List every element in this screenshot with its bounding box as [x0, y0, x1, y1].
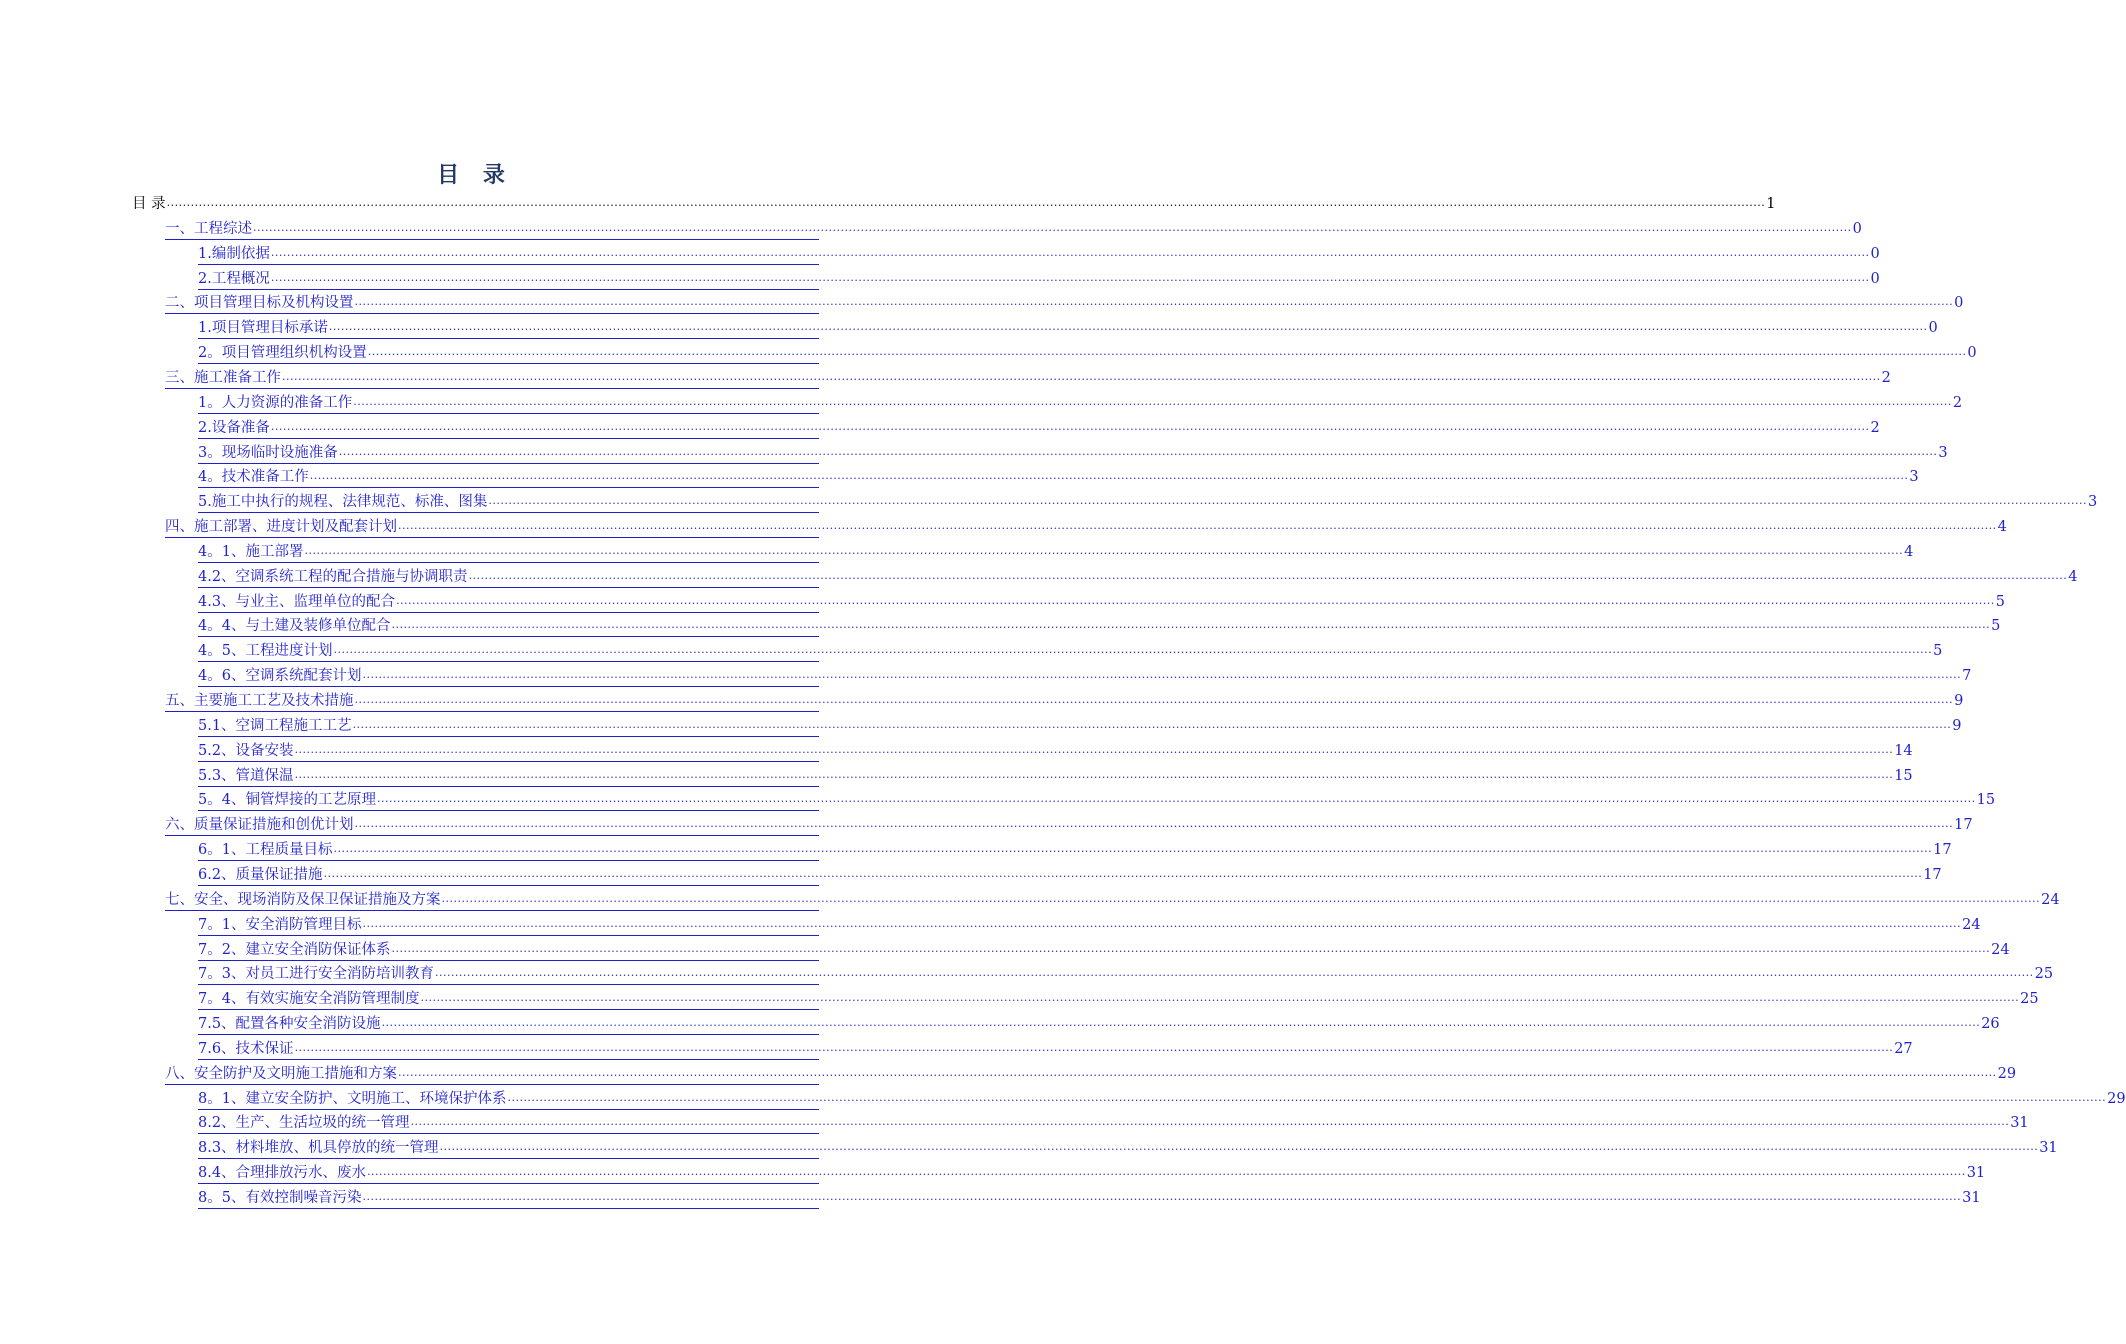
toc-entry-label: 8。5、有效控制噪音污染	[198, 1190, 362, 1206]
toc-entry-label: 7。3、对员工进行安全消防培训教育	[198, 966, 434, 983]
toc-entry-page: 5	[1933, 643, 1943, 660]
toc-dot-leader: ................................................................................................................................................................................................................................................................................................................................................................................................................	[441, 891, 2041, 905]
toc-dot-leader: ................................................................................................................................................................................................................................................................................................................................................................................................................	[434, 966, 2034, 980]
toc-entry-page: 3	[2087, 494, 2098, 511]
toc-entry[interactable]	[165, 217, 1862, 240]
toc-entry-page: 2	[1952, 394, 1963, 411]
toc-entry-label: 二、项目管理目标及机构设置	[165, 295, 354, 312]
toc-entry-label: 4。5、工程进度计划	[198, 643, 333, 660]
toc-entry-label: 6。1、工程质量目标	[198, 842, 333, 859]
toc-dot-leader: ................................................................................................................................................................................................................................................................................................................................................................................................................	[354, 693, 1954, 706]
toc-dot-leader: ................................................................................................................................................................................................................................................................................................................................................................................................................	[294, 742, 1894, 756]
toc-entry-label: 4。6、空调系统配套计划	[198, 668, 362, 685]
toc-entry-label: 六、质量保证措施和创优计划	[165, 817, 354, 834]
toc-entry-page: 7	[1962, 668, 1972, 685]
toc-dot-leader: ................................................................................................................................................................................................................................................................................................................................................................................................................	[166, 196, 1766, 209]
toc-entry-label: 6.2、质量保证措施	[198, 866, 323, 883]
toc-entry-page: 0	[1852, 220, 1862, 237]
toc-entry[interactable]	[198, 764, 1913, 787]
toc-entry[interactable]	[198, 913, 1981, 936]
toc-entry-page: 9	[1954, 693, 1964, 709]
toc-entry-label: 5.1、空调工程施工工艺	[198, 717, 352, 734]
toc-entry-page: 31	[1962, 1190, 1981, 1206]
toc-entry-label: 八、安全防护及文明施工措施和方案	[165, 1065, 397, 1082]
toc-entry[interactable]	[198, 664, 1972, 687]
toc-entry-page: 31	[1966, 1165, 1986, 1182]
toc-entry[interactable]	[198, 1037, 1913, 1060]
toc-dot-leader: ................................................................................................................................................................................................................................................................................................................................................................................................................	[294, 767, 1894, 781]
toc-entry-page: 5	[1995, 593, 2005, 610]
toc-dot-leader: ................................................................................................................................................................................................................................................................................................................................................................................................................	[328, 320, 1928, 334]
toc-dot-leader: ................................................................................................................................................................................................................................................................................................................................................................................................................	[507, 1090, 2107, 1104]
toc-entry-page: 24	[1991, 941, 2010, 958]
toc-entry-page: 5	[1991, 618, 2001, 635]
toc-dot-leader: ................................................................................................................................................................................................................................................................................................................................................................................................................	[338, 444, 1938, 458]
toc-entry-page: 2	[1881, 369, 1891, 386]
toc-entry[interactable]	[198, 565, 2078, 588]
toc-entry[interactable]	[165, 366, 1891, 389]
toc-dot-leader: ................................................................................................................................................................................................................................................................................................................................................................................................................	[410, 1115, 2010, 1129]
toc-entry-label: 8.2、生产、生活垃圾的统一管理	[198, 1115, 410, 1132]
toc-entry-label: 4。1、施工部署	[198, 543, 304, 560]
toc-entry-page: 29	[1997, 1065, 2017, 1082]
toc-dot-leader: ................................................................................................................................................................................................................................................................................................................................................................................................................	[381, 1016, 1981, 1030]
toc-dot-leader: ................................................................................................................................................................................................................................................................................................................................................................................................................	[396, 593, 1995, 607]
toc-entry-page: 0	[1967, 345, 1977, 362]
toc-entry	[132, 192, 1776, 214]
toc-dot-leader: ................................................................................................................................................................................................................................................................................................................................................................................................................	[420, 991, 2020, 1005]
toc-entry[interactable]	[198, 590, 2005, 613]
toc-entry-page: 17	[1923, 866, 1942, 883]
toc-entry-page: 24	[1962, 916, 1981, 933]
toc-entry[interactable]	[198, 639, 1943, 662]
toc-entry[interactable]	[165, 689, 1964, 712]
toc-entry-page: 25	[2034, 966, 2054, 983]
toc-dot-leader: ................................................................................................................................................................................................................................................................................................................................................................................................................	[391, 941, 1991, 955]
toc-dot-leader: ................................................................................................................................................................................................................................................................................................................................................................................................................	[353, 394, 1952, 408]
toc-entry-label: 四、施工部署、进度计划及配套计划	[165, 519, 397, 536]
toc-entry[interactable]	[198, 838, 1952, 861]
toc-dot-leader: ................................................................................................................................................................................................................................................................................................................................................................................................................	[362, 1190, 1962, 1203]
toc-entry-page: 3	[1938, 444, 1948, 461]
toc-entry-label: 5.施工中执行的规程、法律规范、标准、图集	[198, 494, 488, 511]
toc-entry-page: 4	[2068, 568, 2078, 585]
toc-dot-leader: ................................................................................................................................................................................................................................................................................................................................................................................................................	[468, 568, 2068, 582]
toc-entry[interactable]	[198, 1111, 2029, 1134]
toc-entry-page: 0	[1870, 270, 1880, 287]
toc-entry[interactable]	[198, 316, 1938, 339]
toc-entry[interactable]	[198, 1087, 2126, 1110]
toc-entry[interactable]	[198, 441, 1948, 464]
toc-dot-leader: ................................................................................................................................................................................................................................................................................................................................................................................................................	[354, 295, 1954, 309]
toc-entry-label: 2.设备准备	[198, 419, 270, 436]
toc-entry[interactable]	[198, 863, 1942, 886]
toc-dot-leader: ................................................................................................................................................................................................................................................................................................................................................................................................................	[362, 916, 1962, 930]
toc-entry-label: 5.2、设备安装	[198, 742, 294, 759]
toc-entry[interactable]	[198, 416, 1880, 439]
toc-entry-page: 15	[1976, 792, 1996, 809]
toc-dot-leader: ................................................................................................................................................................................................................................................................................................................................................................................................................	[362, 668, 1962, 682]
toc-entry-label: 7。4、有效实施安全消防管理制度	[198, 991, 420, 1008]
toc-entry-page: 2	[1870, 419, 1880, 436]
toc-entry-label: 1。人力资源的准备工作	[198, 394, 353, 411]
toc-entry-label: 三、施工准备工作	[165, 369, 281, 386]
toc-dot-leader: ................................................................................................................................................................................................................................................................................................................................................................................................................	[354, 817, 1954, 831]
toc-entry[interactable]	[198, 714, 1962, 737]
toc-entry-label: 目 录	[132, 196, 166, 212]
toc-entry-page: 0	[1928, 320, 1938, 337]
toc-entry-label: 一、工程综述	[165, 220, 252, 237]
toc-dot-leader: ................................................................................................................................................................................................................................................................................................................................................................................................................	[391, 618, 1991, 632]
toc-entry-label: 7.6、技术保证	[198, 1040, 294, 1057]
toc-entry-label: 4.3、与业主、监理单位的配合	[198, 593, 396, 610]
toc-entry-label: 2。项目管理组织机构设置	[198, 345, 367, 362]
toc-dot-leader: ................................................................................................................................................................................................................................................................................................................................................................................................................	[488, 494, 2087, 508]
toc-entry[interactable]	[198, 938, 2010, 961]
toc-dot-leader: ................................................................................................................................................................................................................................................................................................................................................................................................................	[398, 519, 1997, 533]
toc-entry-label: 七、安全、现场消防及保卫保证措施及方案	[165, 891, 441, 908]
toc-entry-label: 4。4、与土建及装修单位配合	[198, 618, 391, 635]
toc-dot-leader: ................................................................................................................................................................................................................................................................................................................................................................................................................	[294, 1040, 1894, 1054]
toc-entry[interactable]	[198, 490, 2098, 513]
toc-dot-leader: ................................................................................................................................................................................................................................................................................................................................................................................................................	[398, 1065, 1997, 1079]
toc-entry-label: 五、主要施工工艺及技术措施	[165, 693, 354, 709]
toc-entry[interactable]	[198, 962, 2054, 985]
toc-entry[interactable]	[165, 515, 2007, 538]
toc-entry-label: 7。1、安全消防管理目标	[198, 916, 362, 933]
toc-entry-page: 17	[1933, 842, 1952, 859]
toc-entry[interactable]	[165, 813, 1973, 836]
toc-entry-page: 9	[1952, 717, 1962, 734]
toc-dot-leader: ................................................................................................................................................................................................................................................................................................................................................................................................................	[376, 792, 1976, 806]
toc-entry-page: 1	[1766, 196, 1776, 212]
toc-entry-page: 3	[1909, 469, 1919, 486]
toc-dot-leader: ................................................................................................................................................................................................................................................................................................................................................................................................................	[253, 220, 1852, 234]
toc-dot-leader: ................................................................................................................................................................................................................................................................................................................................................................................................................	[309, 469, 1909, 483]
toc-dot-leader: ................................................................................................................................................................................................................................................................................................................................................................................................................	[304, 543, 1904, 557]
toc-entry-label: 8.4、合理排放污水、废水	[198, 1165, 367, 1182]
toc-dot-leader: ................................................................................................................................................................................................................................................................................................................................................................................................................	[270, 245, 1870, 259]
toc-entry-label: 5.3、管道保温	[198, 767, 294, 784]
toc-dot-leader: ................................................................................................................................................................................................................................................................................................................................................................................................................	[333, 842, 1933, 856]
toc-entry-label: 4.2、空调系统工程的配合措施与协调职责	[198, 568, 468, 585]
toc-entry-page: 14	[1894, 742, 1913, 759]
toc-entry[interactable]	[198, 739, 1913, 762]
toc-entry-label: 7.5、配置各种安全消防设施	[198, 1016, 381, 1033]
toc-dot-leader: ................................................................................................................................................................................................................................................................................................................................................................................................................	[323, 866, 1923, 880]
toc-entry[interactable]	[198, 465, 1919, 488]
toc-dot-leader: ................................................................................................................................................................................................................................................................................................................................................................................................................	[333, 643, 1933, 657]
toc-entry-page: 0	[1870, 245, 1880, 262]
toc-entry[interactable]	[198, 1161, 1986, 1184]
toc-entry[interactable]	[198, 341, 1977, 364]
toc-entry-label: 1.项目管理目标承诺	[198, 320, 328, 337]
toc-entry-page: 31	[2010, 1115, 2029, 1132]
toc-entry-page: 4	[1997, 519, 2007, 536]
toc-entry[interactable]	[198, 614, 2001, 637]
toc-entry-label: 7。2、建立安全消防保证体系	[198, 941, 391, 958]
toc-entry[interactable]	[198, 1186, 1981, 1209]
toc-entry-page: 0	[1954, 295, 1964, 312]
toc-dot-leader: ................................................................................................................................................................................................................................................................................................................................................................................................................	[270, 419, 1870, 433]
toc-dot-leader: ................................................................................................................................................................................................................................................................................................................................................................................................................	[352, 717, 1952, 731]
toc-entry-page: 17	[1954, 817, 1973, 834]
toc-entry-page: 15	[1894, 767, 1913, 784]
toc-dot-leader: ................................................................................................................................................................................................................................................................................................................................................................................................................	[367, 345, 1967, 359]
toc-entry[interactable]	[198, 391, 1963, 414]
toc-entry[interactable]	[198, 267, 1880, 290]
toc-entry-label: 3。现场临时设施准备	[198, 444, 338, 461]
toc-entry-page: 4	[1904, 543, 1914, 560]
page-title: 目 录	[437, 163, 513, 188]
toc-entry-label: 4。技术准备工作	[198, 469, 309, 486]
toc-entry[interactable]	[198, 540, 1914, 563]
toc-entry-page: 25	[2020, 991, 2039, 1008]
toc-dot-leader: ................................................................................................................................................................................................................................................................................................................................................................................................................	[282, 369, 1881, 383]
toc-entry-page: 26	[1981, 1016, 2000, 1033]
toc-dot-leader: ................................................................................................................................................................................................................................................................................................................................................................................................................	[270, 270, 1870, 284]
toc-entry-label: 8。1、建立安全防护、文明施工、环境保护体系	[198, 1090, 507, 1107]
toc-entry[interactable]	[198, 242, 1880, 265]
toc-entry[interactable]	[165, 1062, 2017, 1085]
toc-dot-leader: ................................................................................................................................................................................................................................................................................................................................................................................................................	[439, 1140, 2039, 1154]
toc-entry-label: 1.编制依据	[198, 245, 270, 262]
toc-entry[interactable]	[198, 987, 2039, 1010]
toc-entry[interactable]	[198, 1012, 2000, 1035]
toc-entry-label: 5。4、铜管焊接的工艺原理	[198, 792, 376, 809]
toc-entry[interactable]	[165, 888, 2060, 911]
toc-entry-label: 2.工程概况	[198, 270, 270, 287]
toc-entry[interactable]	[165, 291, 1964, 314]
toc-entry-page: 27	[1894, 1040, 1913, 1057]
toc-entry-page: 24	[2041, 891, 2060, 908]
toc-entry-label: 8.3、材料堆放、机具停放的统一管理	[198, 1140, 439, 1157]
toc-dot-leader: ................................................................................................................................................................................................................................................................................................................................................................................................................	[367, 1165, 1966, 1179]
toc-entry[interactable]	[198, 1136, 2058, 1159]
toc-entry[interactable]	[198, 788, 1996, 811]
toc-entry-page: 31	[2039, 1140, 2058, 1157]
toc-entry-page: 29	[2107, 1090, 2126, 1107]
